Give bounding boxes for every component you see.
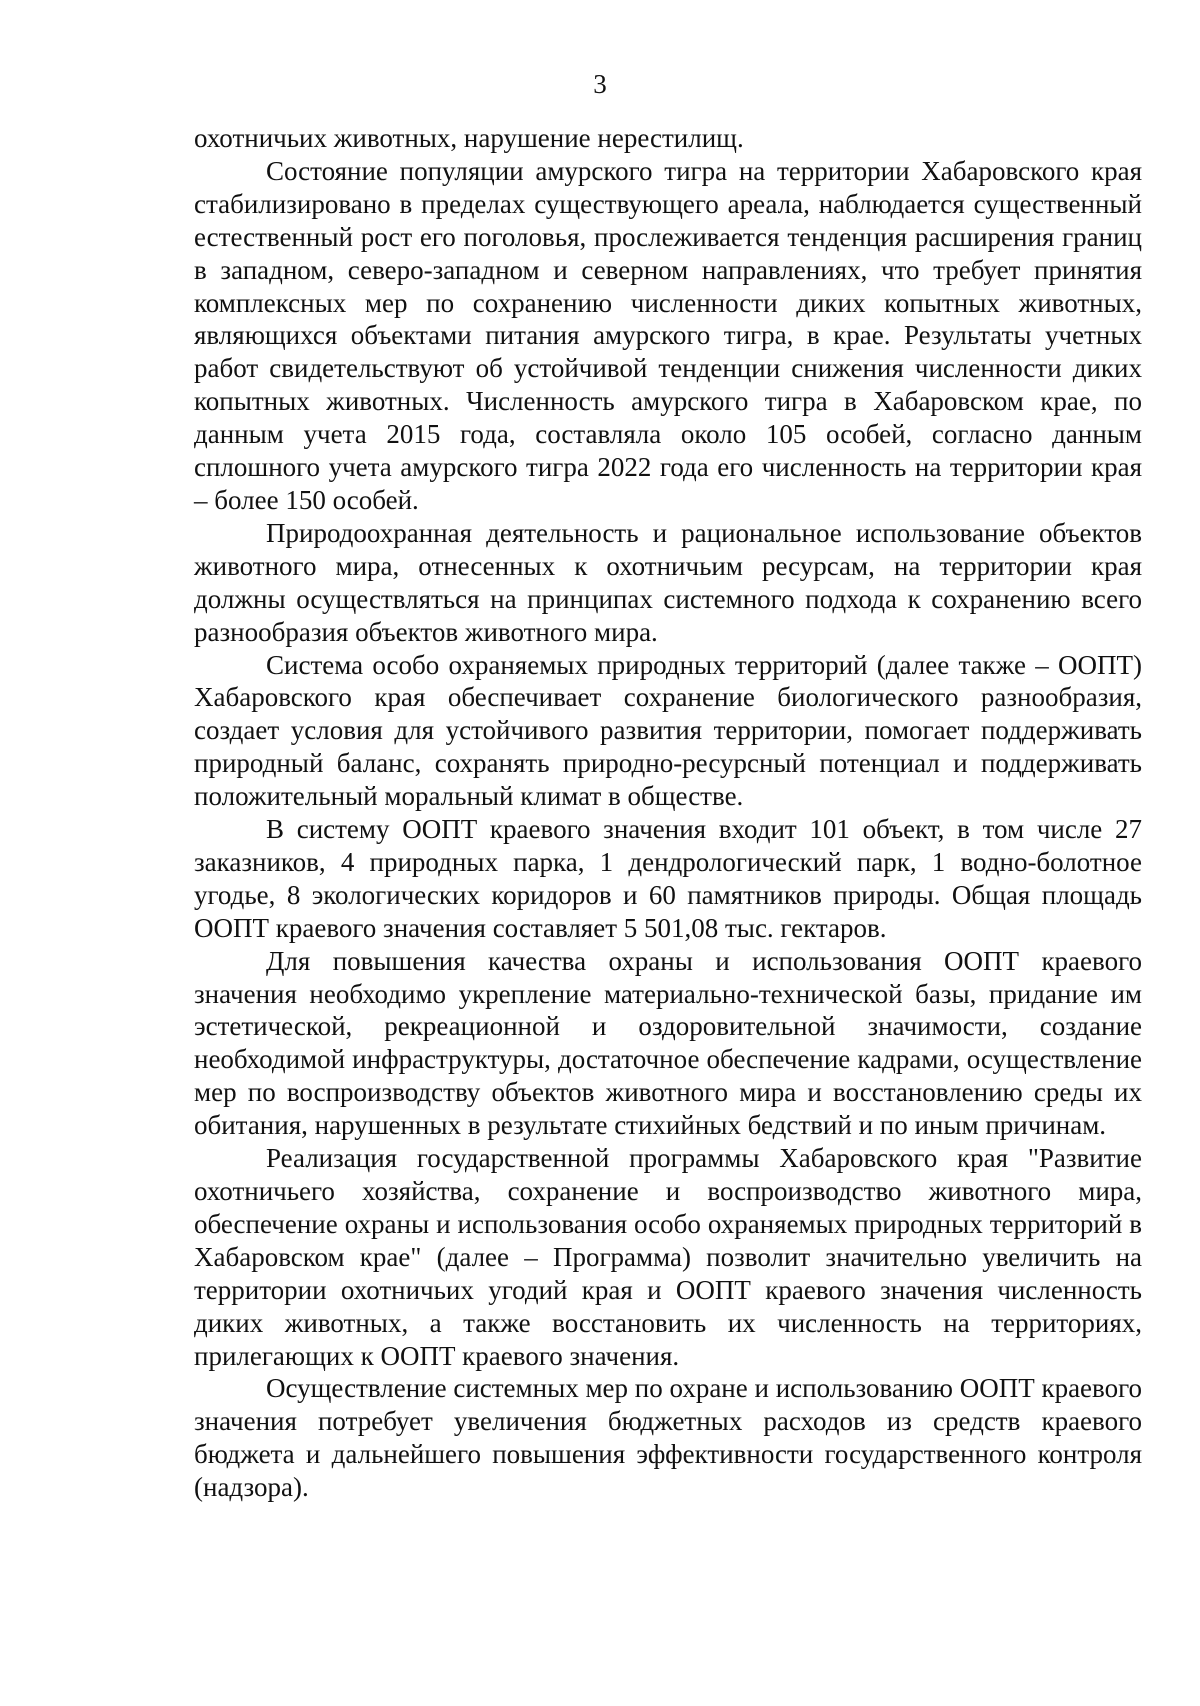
document-body bbox=[194, 122, 1142, 1504]
page-number: 3 bbox=[593, 69, 607, 99]
paragraph-wildlife-conservation: Природоохранная деятельность и рациональное использование объектов животного мира, отнесенных к охотничьим ресурсам, на территории края должны осуществляться на принципах системного подхода к сохранению всего разнообразия объектов животного мира. bbox=[194, 517, 1142, 647]
paragraph-tiger-population: Состояние популяции амурского тигра на территории Хабаровского края стабилизировано в пределах существующего ареала, наблюдается существенный естественный рост его поголовья, прослеживается тенденция расширения границ в западном, северо-западном и северном направлениях, что требует принятия комплексных мер по сохранению численности диких копытных животных, являющихся объектами питания амурского тигра, в крае. Результаты учетных работ свидетельствуют об устойчивой тенденции снижения численности диких копытных животных. Численность амурского тигра в Хабаровском крае, по данным учета 2015 года, составляла около 105 особей, согласно данным сплошного учета амурского тигра 2022 года его численность на территории края – более 150 особей. bbox=[194, 155, 1142, 515]
paragraph-quality-improvement: Для повышения качества охраны и использования ООПТ краевого значения необходимо укрепление материально-технической базы, придание им эстетической, рекреационной и оздоровительной значимости, создание необходимой инфраструктуры, достаточное обеспечение кадрами, осуществление мер по воспроизводству объектов животного мира и восстановлению среды их обитания, нарушенных в результате стихийных бедствий и по иным причинам. bbox=[194, 945, 1142, 1141]
paragraph-protected-areas-system: Система особо охраняемых природных территорий (далее также – ООПТ) Хабаровского края обеспечивает сохранение биологического разнообразия, создает условия для устойчивого развития территории, помогает поддерживать природный баланс, сохранять природно-ресурсный потенциал и поддерживать положительный моральный климат в обществе. bbox=[194, 649, 1142, 812]
paragraph-continuation: охотничьих животных, нарушение нерестилищ. bbox=[194, 123, 744, 153]
paragraph-protected-areas-count: В систему ООПТ краевого значения входит 101 объект, в том числе 27 заказников, 4 природных парка, 1 дендрологический парк, 1 водно-болотное угодье, 8 экологических коридоров и 60 памятников природы. Общая площадь ООПТ краевого значения составляет 5 501,08 тыс. гектаров. bbox=[194, 814, 1142, 943]
paragraph-budget-expenses: Осуществление системных мер по охране и использованию ООПТ краевого значения потребует увеличения бюджетных расходов из средств краевого бюджета и дальнейшего повышения эффективности государственного контроля (надзора). bbox=[194, 1373, 1142, 1503]
paragraph-program-implementation: Реализация государственной программы Хабаровского края "Развитие охотничьего хозяйства, сохранение и воспроизводство животного мира, обеспечение охраны и использования особо охраняемых природных территорий в Хабаровском крае" (далее – Программа) позволит значительно увеличить на территории охотничьих угодий края и ООПТ краевого значения численность диких животных, а также восстановить их численность на территориях, прилегающих к ООПТ краевого значения. bbox=[194, 1143, 1142, 1371]
